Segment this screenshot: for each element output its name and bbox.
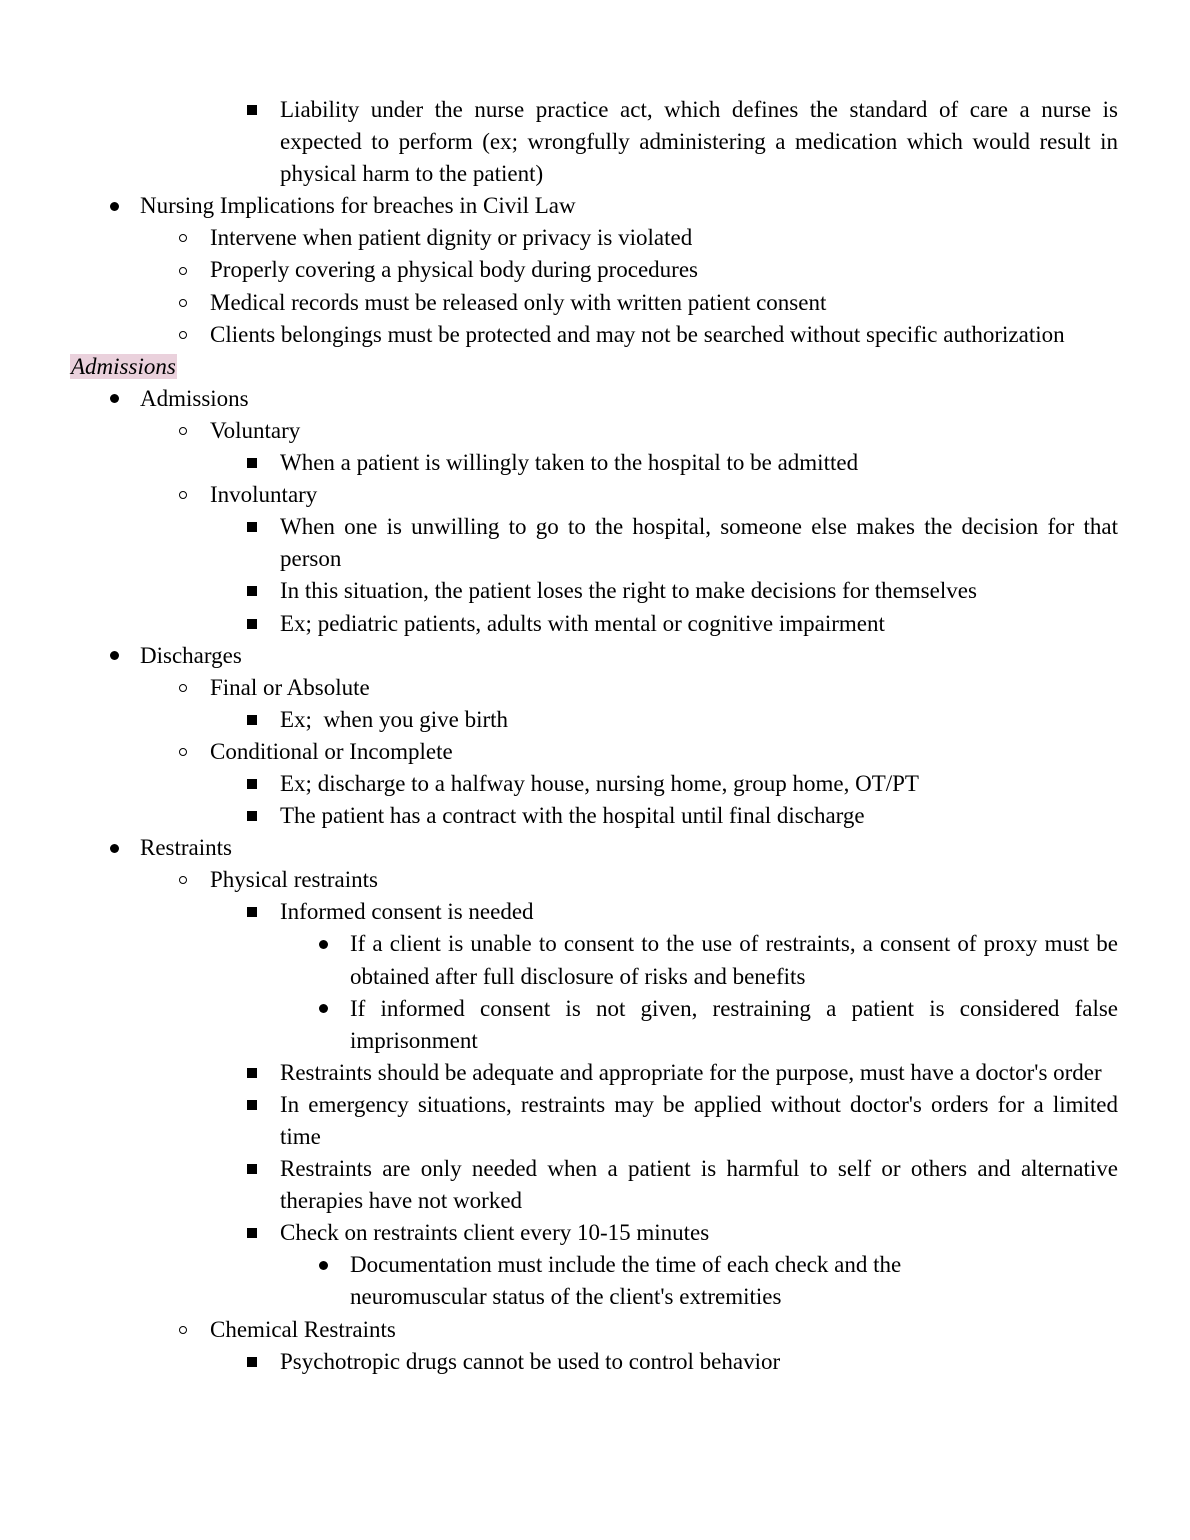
list-item-text: Restraints [140, 835, 232, 861]
list-item-text: Ex; when you give birth [280, 706, 509, 732]
list-item-text: When one is unwilling to go to the hospital, someone else makes the decision for that person [280, 514, 1118, 572]
list-item [0, 1249, 1190, 1313]
square-bullet-icon [242, 1346, 262, 1378]
list-item [0, 319, 1190, 351]
list-item-text: Final or Absolute [210, 674, 370, 700]
square-bullet-icon [242, 608, 262, 640]
list-item [0, 864, 1190, 896]
list-item [0, 575, 1190, 607]
square-bullet-icon [242, 1089, 262, 1121]
list-item-text: Restraints should be adequate and appropriate for the purpose, must have a doctor's order [280, 1059, 1102, 1085]
list-item [0, 640, 1190, 672]
disc-bullet-icon [313, 993, 333, 1025]
list-item [0, 383, 1190, 415]
list-item [0, 415, 1190, 447]
circle-bullet-icon [173, 479, 193, 511]
square-bullet-icon [242, 511, 262, 543]
disc-bullet-icon [104, 190, 124, 222]
list-item [0, 800, 1190, 832]
list-item-text: Documentation must include the time of each check and the neuromuscular status of the client's extremities [350, 1252, 902, 1310]
list-item-text: Clients belongings must be protected and may not be searched without specific authorization [210, 321, 1065, 347]
list-item [0, 832, 1190, 864]
square-bullet-icon [242, 704, 262, 736]
list-item [0, 672, 1190, 704]
list-item-text: Ex; pediatric patients, adults with mental or cognitive impairment [280, 610, 885, 636]
list-item-text: Admissions [140, 385, 249, 411]
square-bullet-icon [242, 94, 262, 126]
square-bullet-icon [242, 896, 262, 928]
list-item-text: In this situation, the patient loses the right to make decisions for themselves [280, 578, 977, 604]
list-item [0, 222, 1190, 254]
circle-bullet-icon [173, 287, 193, 319]
circle-bullet-icon [173, 736, 193, 768]
list-item-text: When a patient is willingly taken to the hospital to be admitted [280, 450, 859, 476]
list-item [0, 287, 1190, 319]
circle-bullet-icon [173, 319, 193, 351]
list-item [0, 1057, 1190, 1089]
list-item-text: Liability under the nurse practice act, which defines the standard of care a nurse is expected to perform (ex; wrongfully administering a medication which would result in physical harm to the patient) [280, 97, 1118, 187]
list-item-text: Physical restraints [210, 867, 378, 893]
square-bullet-icon [242, 575, 262, 607]
section-heading-admissions [0, 351, 1190, 383]
list-item-text: Medical records must be released only with written patient consent [210, 289, 827, 315]
list-item-text: Voluntary [210, 417, 301, 443]
square-bullet-icon [242, 1057, 262, 1089]
circle-bullet-icon [173, 672, 193, 704]
circle-bullet-icon [173, 415, 193, 447]
disc-bullet-icon [104, 640, 124, 672]
list-item-text: Involuntary [210, 482, 318, 508]
list-item-text: Intervene when patient dignity or privacy is violated [210, 225, 693, 251]
square-bullet-icon [242, 800, 262, 832]
list-item [0, 94, 1190, 190]
square-bullet-icon [242, 447, 262, 479]
list-item [0, 1346, 1190, 1378]
list-item [0, 1153, 1190, 1217]
list-item [0, 1089, 1190, 1153]
list-item [0, 511, 1190, 575]
list-item-text: Nursing Implications for breaches in Civil Law [140, 193, 576, 219]
circle-bullet-icon [173, 864, 193, 896]
disc-bullet-icon [104, 832, 124, 864]
list-item-text: The patient has a contract with the hospital until final discharge [280, 803, 865, 829]
list-item [0, 768, 1190, 800]
list-item-text: Chemical Restraints [210, 1316, 396, 1342]
list-item-text: In emergency situations, restraints may be applied without doctor's orders for a limited time [280, 1091, 1118, 1149]
list-item-text: Restraints are only needed when a patient is harmful to self or others and alternative therapies have not worked [280, 1156, 1118, 1214]
circle-bullet-icon [173, 1314, 193, 1346]
document-page [0, 94, 1190, 1378]
list-item-text: Discharges [140, 642, 242, 668]
disc-bullet-icon [313, 1249, 333, 1281]
list-item [0, 447, 1190, 479]
list-item [0, 608, 1190, 640]
list-item [0, 704, 1190, 736]
list-item [0, 896, 1190, 928]
list-item-text: Properly covering a physical body during procedures [210, 257, 698, 283]
list-item [0, 479, 1190, 511]
list-item-text: If a client is unable to consent to the use of restraints, a consent of proxy must be obtained after full disclosure of risks and benefits [350, 931, 1118, 989]
highlighted-heading-text: Admissions [71, 353, 176, 379]
list-item [0, 993, 1190, 1057]
disc-bullet-icon [104, 383, 124, 415]
square-bullet-icon [242, 1153, 262, 1185]
list-item-text: Informed consent is needed [280, 899, 534, 925]
list-item-text: Check on restraints client every 10-15 minutes [280, 1220, 710, 1246]
square-bullet-icon [242, 768, 262, 800]
list-item [0, 254, 1190, 286]
list-item [0, 928, 1190, 992]
list-item [0, 1217, 1190, 1249]
list-item-text: If informed consent is not given, restraining a patient is considered false imprisonment [350, 995, 1118, 1053]
list-item [0, 1314, 1190, 1346]
list-item-text: Ex; discharge to a halfway house, nursing home, group home, OT/PT [280, 770, 919, 796]
disc-bullet-icon [313, 928, 333, 960]
circle-bullet-icon [173, 254, 193, 286]
circle-bullet-icon [173, 222, 193, 254]
list-item-text: Psychotropic drugs cannot be used to control behavior [280, 1348, 781, 1374]
square-bullet-icon [242, 1217, 262, 1249]
list-item [0, 190, 1190, 222]
list-item-text: Conditional or Incomplete [210, 738, 453, 764]
list-item [0, 736, 1190, 768]
